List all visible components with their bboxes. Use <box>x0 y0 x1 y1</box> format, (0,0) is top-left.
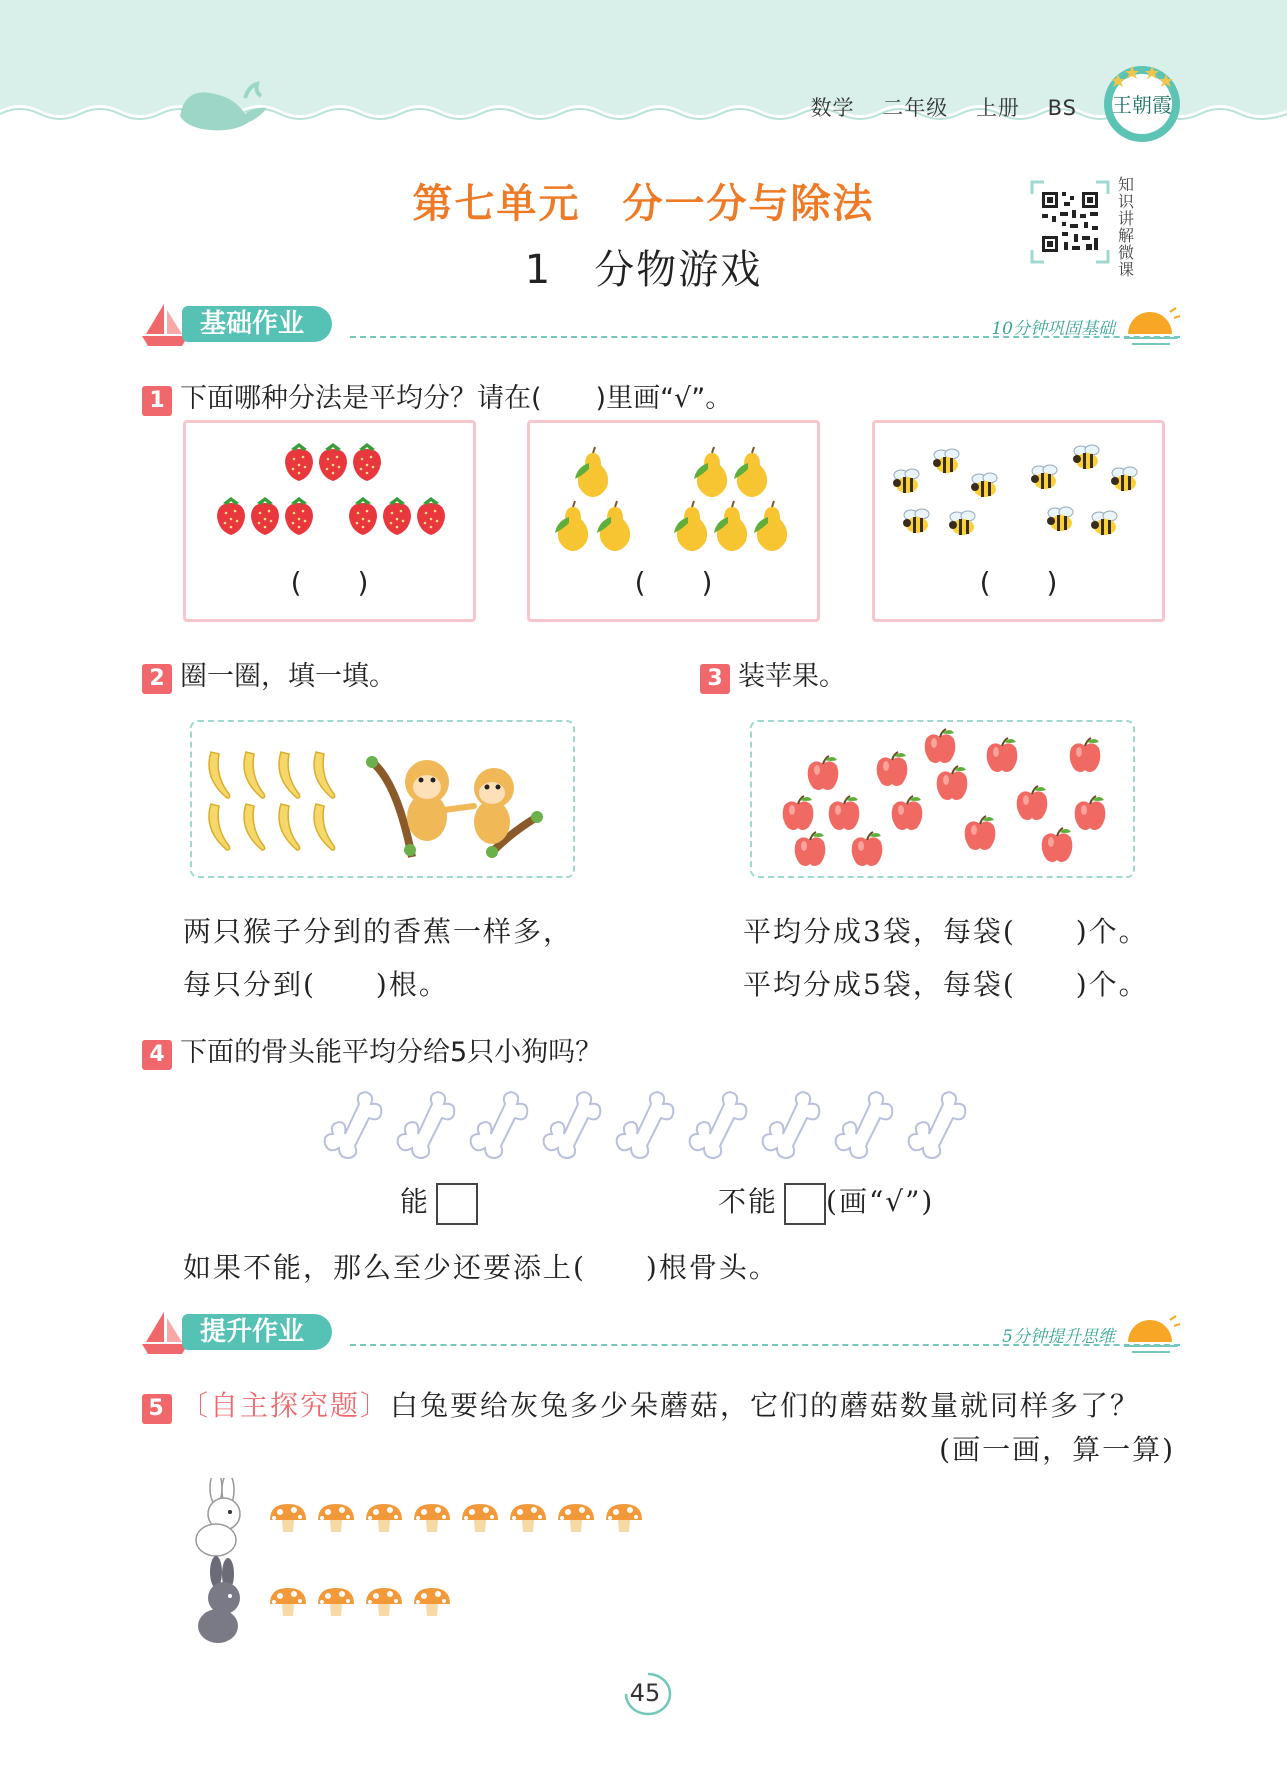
section-basic-label: 基础作业 <box>182 306 332 342</box>
q1-option-pears <box>527 420 820 622</box>
question-3-text: 装苹果。 <box>738 661 846 692</box>
section-advanced-note: 5分钟提升思维 <box>1002 1327 1115 1347</box>
section-advanced-header <box>140 1308 1180 1358</box>
qr-label: 知识讲解微课 <box>1118 175 1135 279</box>
bananas-and-monkeys <box>192 722 573 876</box>
q4-yes-option <box>400 1180 478 1225</box>
unit-title: 第七单元 分一分与除法 <box>412 181 875 227</box>
section-advanced-label: 提升作业 <box>182 1314 332 1350</box>
q4-yes-checkbox[interactable] <box>436 1183 478 1225</box>
header-meta <box>791 92 1077 122</box>
question-2 <box>142 654 396 694</box>
whale-icon <box>175 76 275 136</box>
q2-line-1: 两只猴子分到的香蕉一样多， <box>183 915 574 948</box>
apple-group <box>752 722 1133 876</box>
page-number: 45 <box>629 1679 661 1707</box>
rabbits-and-mushrooms <box>190 1478 670 1648</box>
question-4-number: 4 <box>142 1040 172 1070</box>
question-2-text: 圈一圈，填一填。 <box>180 661 396 692</box>
q4-no-label: 不能 <box>718 1185 779 1218</box>
q3-line-1[interactable]: 平均分成3袋，每袋( )个。 <box>743 915 1149 948</box>
q3-picture <box>750 720 1135 878</box>
question-5-subtext: (画一画，算一算) <box>939 1433 1175 1466</box>
question-2-number: 2 <box>142 664 172 694</box>
question-1-number: 1 <box>142 386 172 416</box>
q3-line-2[interactable]: 平均分成5袋，每袋( )个。 <box>743 968 1149 1001</box>
gray-rabbit-mushrooms <box>270 1588 450 1616</box>
q1-option-bees <box>872 420 1165 622</box>
section-basic-header <box>140 300 1180 350</box>
section-basic-note: 10分钟巩固基础 <box>991 319 1115 339</box>
edition-label: BS <box>1047 96 1077 120</box>
monkey-icons <box>366 756 543 858</box>
gray-rabbit-icon <box>198 1556 240 1643</box>
question-1-text: 下面哪种分法是平均分？请在( )里画“√”。 <box>180 383 733 414</box>
question-4 <box>142 1030 602 1070</box>
q1-answer-2[interactable]: ( ) <box>634 566 713 599</box>
sunset-icon <box>1122 1312 1180 1356</box>
q1-answer-1[interactable]: ( ) <box>290 566 369 599</box>
question-5 <box>142 1384 1140 1424</box>
grade-label: 二年级 <box>882 96 949 120</box>
q1-option-strawberries <box>183 420 476 622</box>
q2-picture <box>190 720 575 878</box>
brand-text: 王朝霞 <box>1112 93 1172 117</box>
banana-icons <box>209 752 335 850</box>
white-rabbit-mushrooms <box>270 1504 642 1532</box>
qr-code-icon[interactable] <box>1030 180 1110 264</box>
question-3-number: 3 <box>700 664 730 694</box>
question-4-text: 下面的骨头能平均分给5只小狗吗？ <box>180 1037 603 1068</box>
bone-group <box>315 1075 975 1165</box>
q2-line-2[interactable]: 每只分到( )根。 <box>183 968 449 1001</box>
q4-hint: (画“√”) <box>826 1185 935 1218</box>
volume-label: 上册 <box>975 96 1020 120</box>
white-rabbit-icon <box>196 1478 240 1556</box>
question-5-tag: 〔自主探究题〕 <box>180 1389 391 1422</box>
q4-line[interactable]: 如果不能，那么至少还要添上( )根骨头。 <box>183 1251 779 1284</box>
question-5-number: 5 <box>142 1394 172 1424</box>
q4-no-option <box>718 1180 934 1225</box>
q1-answer-3[interactable]: ( ) <box>979 566 1058 599</box>
sunset-icon <box>1122 304 1180 348</box>
brand-logo <box>1100 60 1184 144</box>
lesson-title: 1 分物游戏 <box>524 247 763 293</box>
question-1 <box>142 376 732 416</box>
question-3 <box>700 654 846 694</box>
question-5-text: 白兔要给灰兔多少朵蘑菇，它们的蘑菇数量就同样多了？ <box>390 1389 1141 1422</box>
q4-no-checkbox[interactable] <box>784 1183 826 1225</box>
q4-yes-label: 能 <box>400 1185 431 1218</box>
subject-label: 数学 <box>810 96 855 120</box>
